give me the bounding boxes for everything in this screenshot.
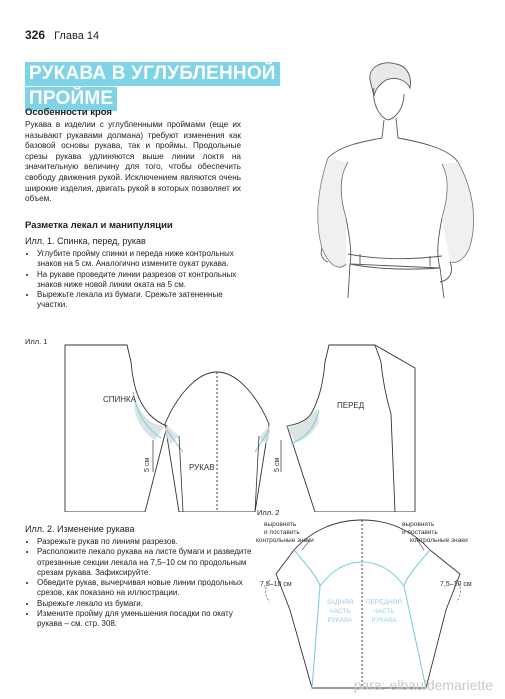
page-header [25, 28, 99, 42]
note-left-1: выровнять [264, 521, 297, 528]
title-line-1: РУКАВА В УГЛУБЛЕННОЙ [25, 62, 280, 86]
bullet-list-ill1 [25, 249, 255, 311]
list-item: • Обведите рукав, вычерчивая новые линии продольных срезов, как показано на иллюстрации. [37, 578, 257, 599]
back-part-3: РУКАВА [327, 617, 353, 624]
list-item: • Вырежьте лекала из бумаги. Срежьте затененные участки. [37, 290, 255, 311]
front-part-2: ЧАСТЬ [373, 608, 395, 615]
label-front: ПЕРЕД [337, 401, 365, 410]
subheading-ill2: Илл. 2. Изменение рукава [25, 524, 135, 534]
label-measure-left: 5 см [144, 457, 151, 472]
note-right-1: выровнять [402, 521, 435, 528]
section-heading-features: Особенности кроя [25, 107, 112, 118]
footer-watermark: para: elbauldemariette [353, 677, 493, 693]
section-heading-marking: Разметка лекал и манипуляции [25, 220, 173, 231]
list-item: • Углубите пройму спинки и переда ниже контрольных знаков на 5 см. Аналогично измените оукат рукава. [37, 249, 255, 270]
page-number: 326 [25, 28, 46, 42]
measure-right: 7,5–10 см [440, 581, 472, 588]
section-text-features: Рукава в изделии с углубленными проймами (еще их называют рукавами долмана) требуют изменения как базовой основы рукава, так и проймы. Продольные срезы рукава удлиняются выше линии локтя на значительную величину для того, чтобы обеспечить свободу движения рукой. Исключением являются очень широкие изделия, двигать рукой в которых позволяет их объем. [25, 120, 241, 204]
fashion-figure-illustration [300, 58, 500, 320]
title-line-2: ПРОЙМЕ [25, 87, 117, 111]
list-item: • Расположите лекало рукава на листе бумаги и разведите отрезанные секции лекала на 7,5–10 см по продольным срезам рукава. Зафиксируйте. [37, 547, 257, 578]
note-left-3: контрольные знаки [256, 537, 314, 544]
bullet-list-ill2 [25, 537, 257, 630]
label-measure-right: 5 см [274, 457, 281, 472]
ill2-label: Илл. 2 [257, 508, 280, 517]
measure-left: 7,5–10 см [260, 581, 292, 588]
ill1-label: Илл. 1 [25, 337, 48, 346]
list-item: • На рукаве проведите линии разрезов от контрольных знаков ниже новой линии оката на 5 см. [37, 270, 255, 291]
back-part-2: ЧАСТЬ [329, 608, 351, 615]
note-right-2: и поставить [402, 529, 438, 536]
front-part-1: ПЕРЕДНЯЯ [365, 599, 403, 606]
chapter-label: Глава 14 [54, 30, 100, 42]
note-right-3: контрольные знаки [410, 537, 468, 544]
note-left-2: и поставить [264, 529, 300, 536]
list-item: • Вырежьте лекало из бумаги. [37, 599, 257, 609]
list-item: • Разрежьте рукав по линиям разрезов. [37, 537, 257, 547]
ill2-sleeve-diagram [250, 510, 490, 690]
subheading-ill1: Илл. 1. Спинка, перед, рукав [25, 236, 146, 246]
label-back: СПИНКА [103, 395, 137, 404]
page-title [25, 62, 280, 111]
list-item: • Измените пройму для уменьшения посадки по окату рукава – см. стр. 308. [37, 609, 257, 630]
ill1-pattern-diagram [55, 340, 455, 512]
label-sleeve: РУКАВ [189, 463, 215, 472]
front-part-3: РУКАВА [371, 617, 397, 624]
back-part-1: ЗАДНЯЯ [326, 599, 354, 606]
